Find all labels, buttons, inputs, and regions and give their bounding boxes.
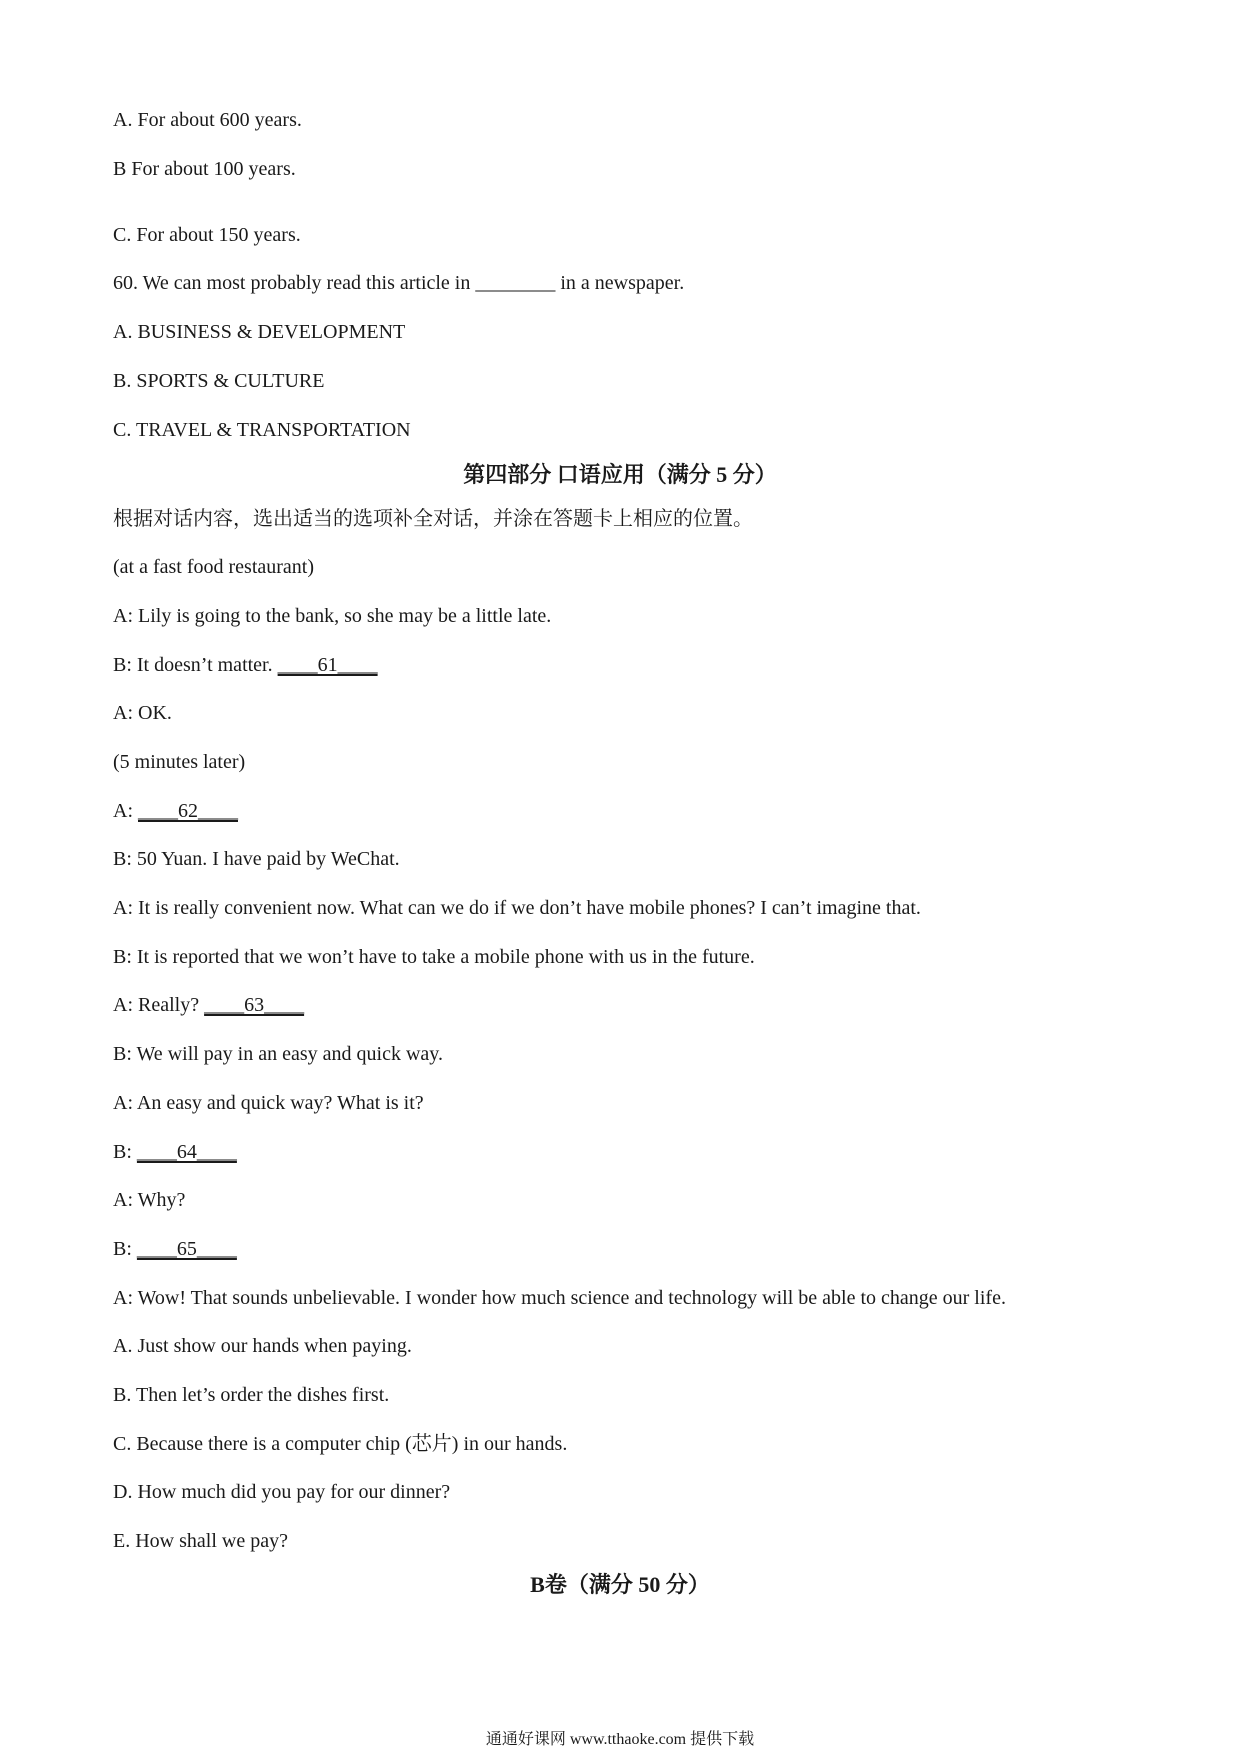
dialogue-line: B: We will pay in an easy and quick way.	[113, 1043, 443, 1065]
blank-62: ____62____	[138, 800, 238, 822]
dialogue-line: B: It is reported that we won’t have to take a mobile phone with us in the future.	[113, 946, 755, 968]
dialogue-scene: (at a fast food restaurant)	[113, 556, 315, 578]
dialogue-line: A: OK.	[113, 702, 172, 724]
q60-option-c: C. TRAVEL & TRANSPORTATION	[113, 419, 411, 441]
q60-prefix: 60. We can most probably read this article in	[113, 272, 476, 294]
dialogue-line: A: Why?	[113, 1189, 186, 1211]
part4-heading: 第四部分 口语应用（满分 5 分）	[463, 462, 777, 487]
dialogue-line: A: An easy and quick way? What is it?	[113, 1092, 424, 1114]
dialogue-line	[113, 1140, 237, 1164]
choice-e: E. How shall we pay?	[113, 1530, 288, 1552]
dialogue-line: A: Lily is going to the bank, so she may be a little late.	[113, 605, 552, 627]
dialogue-text: A:	[113, 800, 138, 822]
choice-c: C. Because there is a computer chip (芯片) in our hands.	[113, 1433, 568, 1455]
choice-d: D. How much did you pay for our dinner?	[113, 1481, 451, 1503]
blank-64: ____64____	[136, 1141, 237, 1163]
q60-suffix: in a newspaper.	[555, 272, 685, 294]
part4-instruction: 根据对话内容，选出适当的选项补全对话，并涂在答题卡上相应的位置。	[113, 508, 753, 530]
blank-65: ____65____	[136, 1238, 237, 1260]
blank-61: ____61____	[277, 654, 378, 676]
q59-option-b: B For about 100 years.	[113, 158, 296, 180]
q59-option-a: A. For about 600 years.	[113, 109, 302, 131]
page-footer: 通通好课网 www.tthaoke.com 提供下载	[485, 1731, 755, 1748]
dialogue-text: B:	[113, 1141, 137, 1163]
dialogue-line	[113, 1237, 237, 1261]
dialogue-text: B:	[113, 1238, 137, 1260]
part-b-heading: B卷（满分 50 分）	[530, 1572, 710, 1597]
choice-a: A. Just show our hands when paying.	[113, 1335, 412, 1357]
q59-option-c: C. For about 150 years.	[113, 224, 301, 246]
q60-option-b: B. SPORTS & CULTURE	[113, 370, 325, 392]
dialogue-line: A: Wow! That sounds unbelievable. I wonder how much science and technology will be able to change our life.	[113, 1287, 1006, 1309]
dialogue-text: B: It doesn’t matter.	[113, 654, 278, 676]
dialogue-line	[113, 993, 304, 1017]
dialogue-line	[113, 653, 378, 677]
q60-blank: ________	[475, 272, 556, 294]
dialogue-line: (5 minutes later)	[113, 751, 246, 773]
question-60	[113, 271, 684, 295]
blank-63: ____63____	[204, 994, 305, 1016]
dialogue-text: A: Really?	[113, 994, 205, 1016]
choice-b: B. Then let’s order the dishes first.	[113, 1384, 390, 1406]
dialogue-line: A: It is really convenient now. What can we do if we don’t have mobile phones? I can’t imagine that.	[113, 897, 921, 919]
dialogue-line: B: 50 Yuan. I have paid by WeChat.	[113, 848, 400, 870]
q60-option-a: A. BUSINESS & DEVELOPMENT	[113, 321, 406, 343]
dialogue-line	[113, 799, 238, 823]
